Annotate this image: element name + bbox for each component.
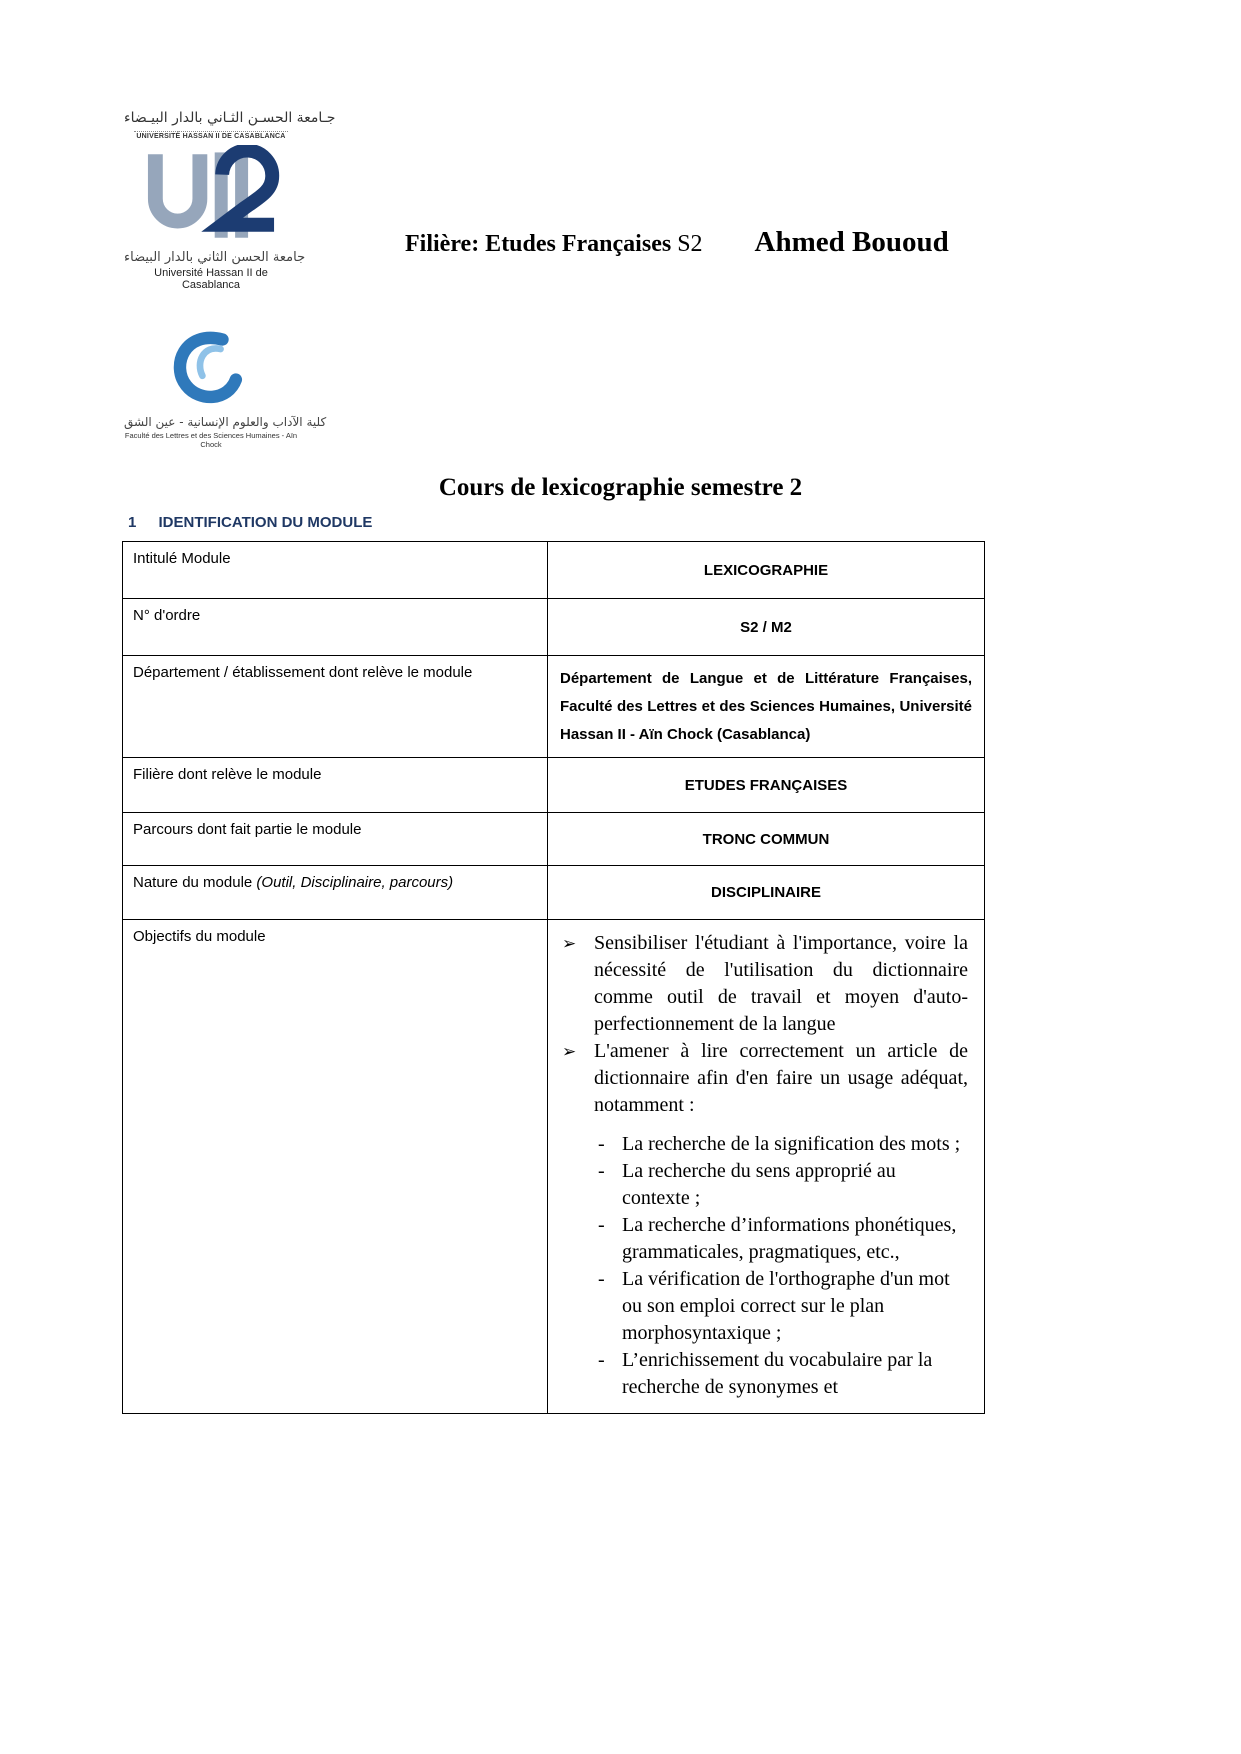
university-arabic-name-2: جامعة الحسن الثاني بالدار البيضاء <box>124 250 306 265</box>
row-value: TRONC COMMUN <box>548 813 985 866</box>
row-label <box>123 866 548 920</box>
faculty-logo <box>124 328 327 449</box>
section-number: 1 <box>128 514 137 531</box>
row-value: DISCIPLINAIRE <box>548 866 985 920</box>
dash-bullet-icon: - <box>598 1268 605 1291</box>
university-arabic-name: جـامعة الحسـن الثـاني بالدار البيـضاء <box>124 110 336 126</box>
page-title: Cours de lexicographie semestre 2 <box>438 474 803 501</box>
objective-item <box>562 1038 968 1119</box>
arrow-bullet-icon: ➢ <box>562 934 577 955</box>
logo-dotted-rule <box>134 128 288 132</box>
dash-bullet-icon: - <box>598 1349 605 1372</box>
dash-bullet-icon: - <box>598 1133 605 1156</box>
filiere-heading <box>405 231 703 257</box>
row-label: Département / établissement dont relève le module <box>123 656 548 758</box>
objective-item <box>562 930 968 1038</box>
table-row <box>123 920 985 1414</box>
objective-sub-item <box>598 1158 968 1212</box>
table-row <box>123 656 985 758</box>
table-row <box>123 866 985 920</box>
table-row <box>123 542 985 599</box>
filiere-label: Filière: Etudes Françaises <box>405 231 672 257</box>
objective-sub-text: La recherche de la signification des mots ; <box>622 1133 961 1156</box>
section-label: IDENTIFICATION DU MODULE <box>158 514 373 531</box>
document-header <box>405 226 949 259</box>
table-row <box>123 758 985 813</box>
objective-sub-text: La recherche du sens approprié au contexte ; <box>622 1160 896 1210</box>
row-value: LEXICOGRAPHIE <box>548 542 985 599</box>
row-label: N° d'ordre <box>123 599 548 656</box>
objective-sub-item <box>598 1347 968 1401</box>
dash-bullet-icon: - <box>598 1160 605 1183</box>
university-name: Université Hassan II de Casablanca <box>154 267 268 291</box>
arrow-bullet-icon: ➢ <box>562 1042 577 1063</box>
row-label: Objectifs du module <box>123 920 548 1414</box>
author-name: Ahmed Bououd <box>754 226 949 258</box>
objective-sub-text: La vérification de l'orthographe d'un mot ou son emploi correct sur le plan morphosyntaxique ; <box>622 1268 950 1345</box>
table-row <box>123 599 985 656</box>
section-heading <box>128 514 372 531</box>
row-label: Intitulé Module <box>123 542 548 599</box>
objective-sub-item <box>598 1131 968 1158</box>
faculty-swoosh-icon <box>163 328 259 414</box>
dash-bullet-icon: - <box>598 1214 605 1237</box>
table-row <box>123 813 985 866</box>
row-value: ETUDES FRANÇAISES <box>548 758 985 813</box>
semester-label: S2 <box>677 231 703 257</box>
objective-sub-item <box>598 1266 968 1347</box>
row-value: Département de Langue et de Littérature Françaises, Faculté des Lettres et des Sciences Humaines, Université Hassan II - Aïn Chock (Casablanca) <box>548 656 985 758</box>
objectives-cell <box>548 920 985 1414</box>
objective-sub-text: L’enrichissement du vocabulaire par la recherche de synonymes et <box>622 1349 933 1399</box>
uh2-logo-icon <box>136 145 286 247</box>
university-caption-small: UNIVERSITÉ HASSAN II DE CASABLANCA <box>136 133 286 140</box>
objective-sub-item <box>598 1212 968 1266</box>
row-value: S2 / M2 <box>548 599 985 656</box>
university-logo <box>124 110 336 291</box>
row-label: Parcours dont fait partie le module <box>123 813 548 866</box>
faculty-arabic-name: كلية الآداب والعلوم الإنسانية - عين الشق <box>124 415 327 429</box>
objective-text: Sensibiliser l'étudiant à l'importance, voire la nécessité de l'utilisation du dictionnaire comme outil de travail et moyen d'auto-perfectionnement de la langue <box>594 932 968 1036</box>
module-identification-table <box>122 541 985 1414</box>
objective-text: L'amener à lire correctement un article de dictionnaire afin d'en faire un usage adéquat, notamment : <box>594 1040 968 1117</box>
row-label-main: Nature du module <box>133 874 253 892</box>
row-label: Filière dont relève le module <box>123 758 548 813</box>
objective-sub-text: La recherche d’informations phonétiques, grammaticales, pragmatiques, etc., <box>622 1214 957 1264</box>
faculty-name: Faculté des Lettres et des Sciences Humaines - Aïn Chock <box>124 431 298 449</box>
objective-sub-list <box>598 1131 968 1401</box>
row-label-italic: (Outil, Disciplinaire, parcours) <box>256 874 454 892</box>
